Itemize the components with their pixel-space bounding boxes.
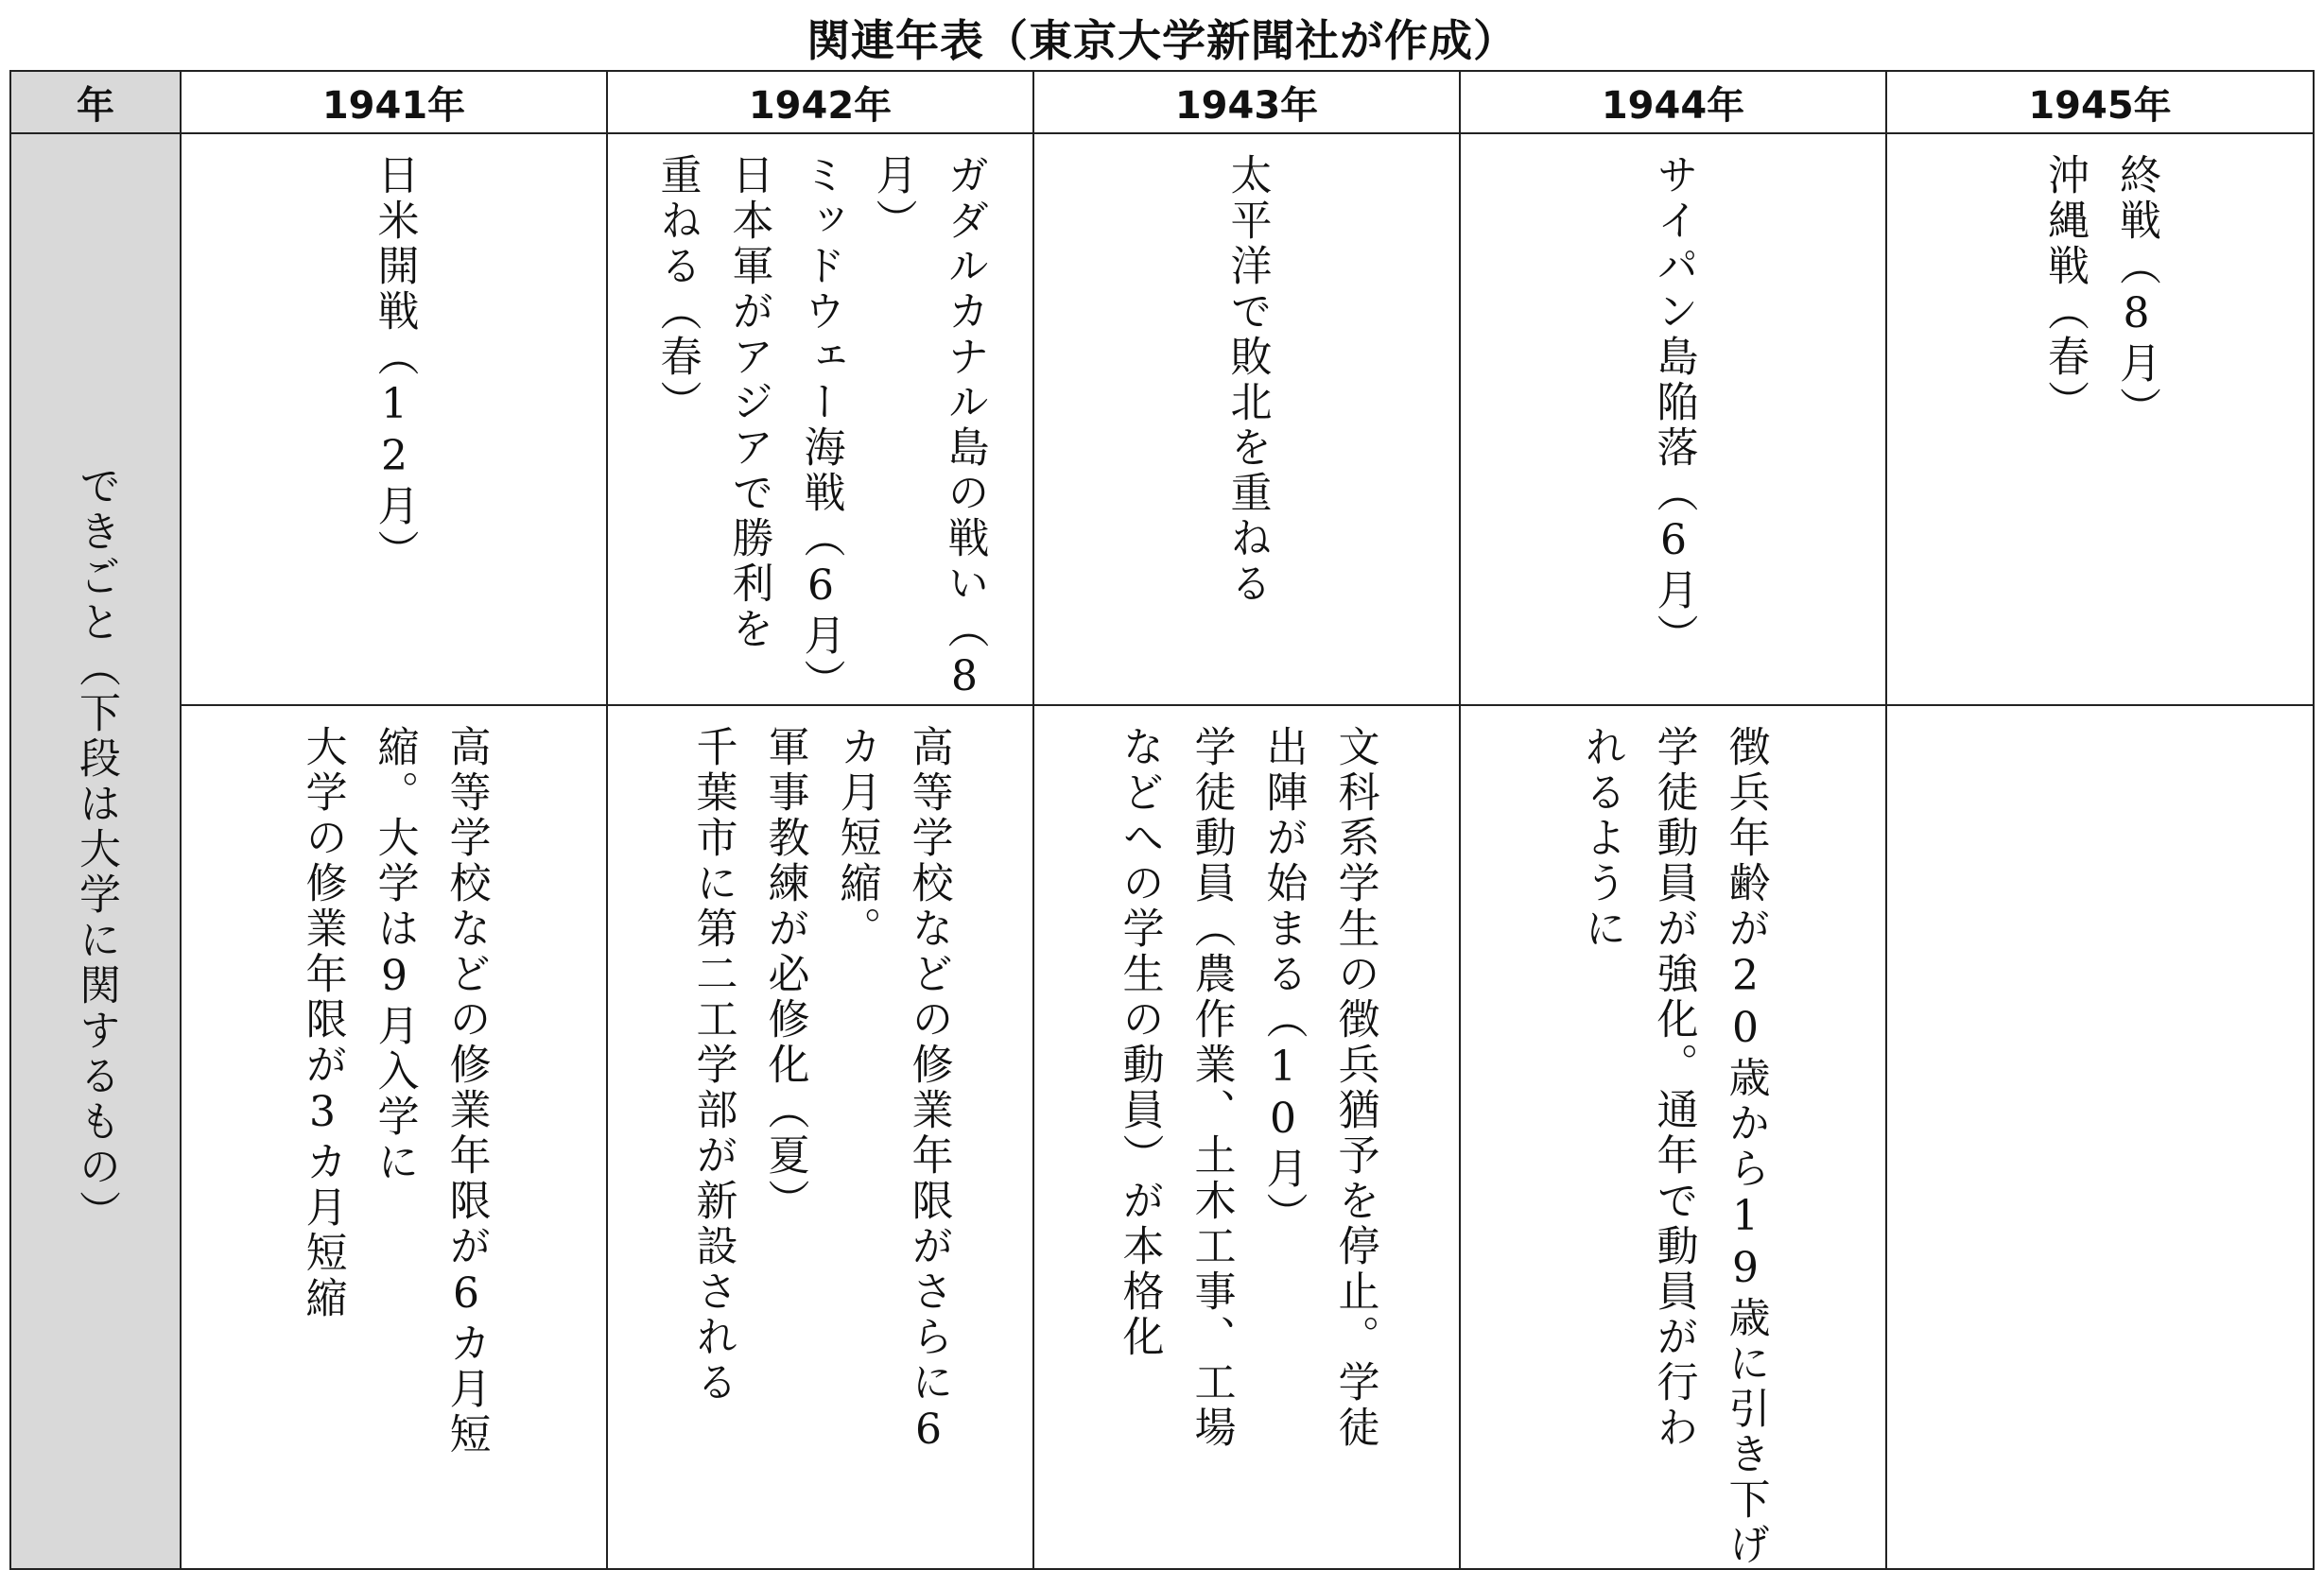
timeline-table — [9, 70, 2315, 1570]
university-text-1942: 高等学校などの修業年限がさらに6 カ月短縮。 軍事教練が必修化（夏） 千葉市に第二工学部が新設される — [688, 725, 953, 1458]
university-cell-1942 — [607, 705, 1033, 1569]
header-year-1945: 1945年 — [1886, 71, 2314, 133]
row-label-cell — [10, 133, 181, 1569]
university-text-1944: 徴兵年齢が20歳から19歳に引き下げ 学徒動員が強化。通年で動員が行わ れるように — [1577, 725, 1770, 1568]
header-year-1944: 1944年 — [1460, 71, 1886, 133]
header-year-label: 年 — [10, 71, 181, 133]
event-cell-1945 — [1886, 133, 2314, 705]
university-cell-1944 — [1460, 705, 1886, 1569]
university-row — [10, 705, 2314, 1569]
chart-title: 関連年表（東京大学新聞社が作成） — [806, 15, 1518, 66]
event-cell-1942 — [607, 133, 1033, 705]
event-cell-1943 — [1033, 133, 1460, 705]
events-row — [10, 133, 2314, 705]
row-label: できごと（下段は大学に関するもの） — [72, 463, 120, 1235]
event-text-1943: 太平洋で敗北を重ねる — [1223, 153, 1272, 607]
event-text-1944: サイパン島陥落（6月） — [1649, 153, 1698, 659]
event-text-1942: ガダルカナル島の戦い（8 月） ミッドウェー海戦（6月） 日本軍がアジアで勝利を 重ねる（春） — [652, 153, 989, 704]
university-cell-1943 — [1033, 705, 1460, 1569]
event-cell-1944 — [1460, 133, 1886, 705]
university-text-1941: 高等学校などの修業年限が6カ月短 縮。大学は9月入学に 大学の修業年限が3カ月短縮 — [298, 725, 491, 1458]
header-row — [10, 71, 2314, 133]
university-cell-1945 — [1886, 705, 2314, 1569]
university-cell-1941 — [181, 705, 607, 1569]
event-text-1945: 終戦（8月） 沖縄戦（春） — [2040, 153, 2160, 432]
header-year-1943: 1943年 — [1033, 71, 1460, 133]
header-year-1941: 1941年 — [181, 71, 607, 133]
header-year-1942: 1942年 — [607, 71, 1033, 133]
university-text-1943: 文科系学生の徴兵猶予を停止。学徒 出陣が始まる（10月） 学徒動員（農作業、土木工事、工場 などへの学生の動員）が本格化 — [1115, 725, 1379, 1451]
event-text-1941: 日米開戦（12月） — [370, 153, 419, 575]
event-cell-1941 — [181, 133, 607, 705]
